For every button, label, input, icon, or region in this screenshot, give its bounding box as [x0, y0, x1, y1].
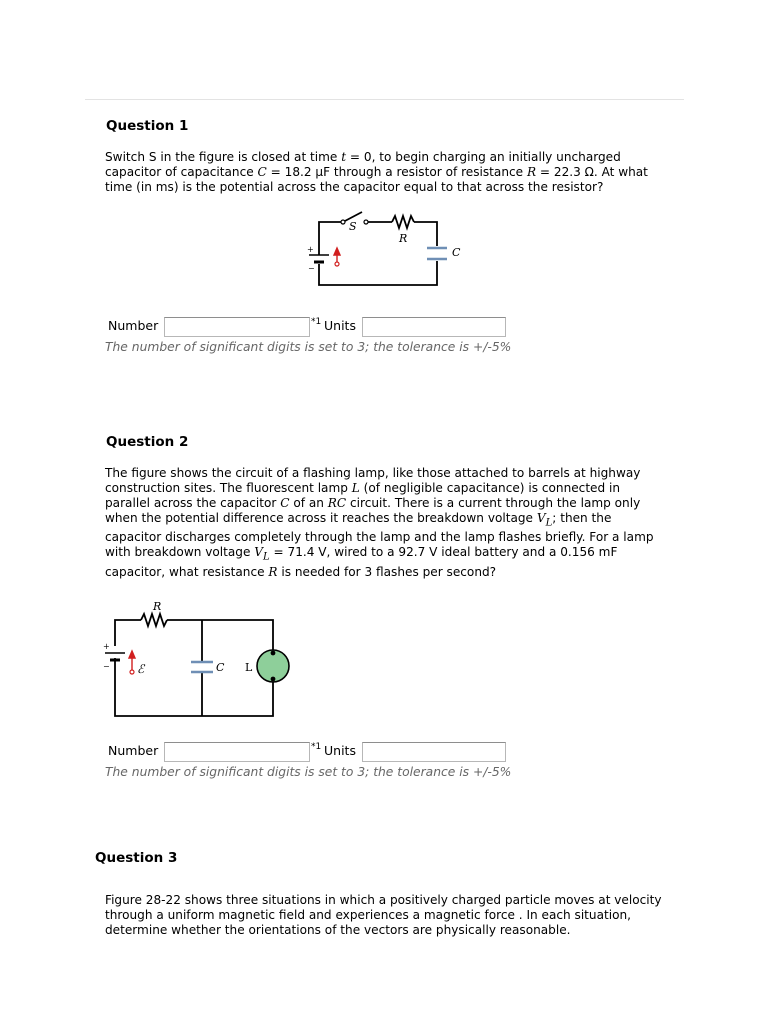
units-label: Units: [324, 743, 356, 758]
svg-text:−: −: [103, 662, 110, 671]
capacitor-plates: [191, 662, 213, 672]
capacitor-label-outer: C: [452, 246, 461, 259]
number-input[interactable]: [164, 317, 310, 337]
required-marker: *1: [311, 317, 322, 327]
battery-symbol: [105, 653, 125, 660]
question-3-text: Figure 28-22 shows three situations in which a positively charged particle moves at velocity through a uniform magnetic field and experiences a magnetic force . In each situation, determine whether the orientations of the vectors are physically reasonable.: [105, 893, 662, 937]
required-marker: *1: [311, 742, 322, 752]
units-input[interactable]: [362, 742, 506, 762]
question-1-title: Question 1: [106, 118, 189, 134]
question-2-circuit-figure: [103, 598, 298, 723]
question-2-tolerance-note: The number of significant digits is set to 3; the tolerance is +/-5%: [105, 765, 512, 779]
lamp-label: L: [245, 661, 253, 674]
capacitor-plates: [427, 248, 447, 259]
svg-text:+: +: [307, 245, 314, 254]
svg-text:−: −: [308, 264, 315, 273]
top-divider: [85, 99, 684, 100]
emf-arrow: [129, 651, 135, 670]
resistor-label: R: [399, 232, 408, 245]
question-1-circuit-figure: [300, 208, 450, 290]
emf-label: ℰ: [137, 662, 145, 676]
battery-symbol: [309, 255, 329, 262]
capacitor-label: C: [216, 661, 225, 674]
question-1-text: Switch S in the figure is closed at time t = 0, to begin charging an initially uncharged capacitor of capacitance C = 18.2 μF through a resistor of resistance R = 22.3 Ω. At what time (in ms) is the potential across the capacitor equal to that across the resistor?: [105, 150, 648, 194]
number-input[interactable]: [164, 742, 310, 762]
units-label: Units: [324, 318, 356, 333]
resistor-label: R: [153, 600, 162, 613]
question-1-tolerance-note: The number of significant digits is set to 3; the tolerance is +/-5%: [105, 340, 512, 354]
svg-text:+: +: [103, 642, 110, 651]
number-label: Number: [108, 318, 159, 333]
question-2-text: The figure shows the circuit of a flashing lamp, like those attached to barrels at highway construction sites. The fluorescent lamp L (of negligible capacitance) is connected in parallel across the capacitor C of an RC circuit. There is a current through the lamp only when the potential difference across it reaches the breakdown voltage $V_L$; then the capacitor discharges completely through the lamp and the lamp flashes briefly. For a lamp with breakdown voltage $V_L = 71.4$ V, wired to a 92.7 V ideal battery and a 0.156 mF capacitor, what resistance R is needed for 3 flashes per second?: [105, 466, 654, 579]
switch-label: S: [349, 220, 357, 233]
number-label: Number: [108, 743, 159, 758]
units-input[interactable]: [362, 317, 506, 337]
question-2-title: Question 2: [106, 434, 189, 450]
question-3-title: Question 3: [95, 850, 178, 866]
resistor-zigzag: [141, 614, 167, 626]
resistor-zigzag: [392, 216, 414, 228]
